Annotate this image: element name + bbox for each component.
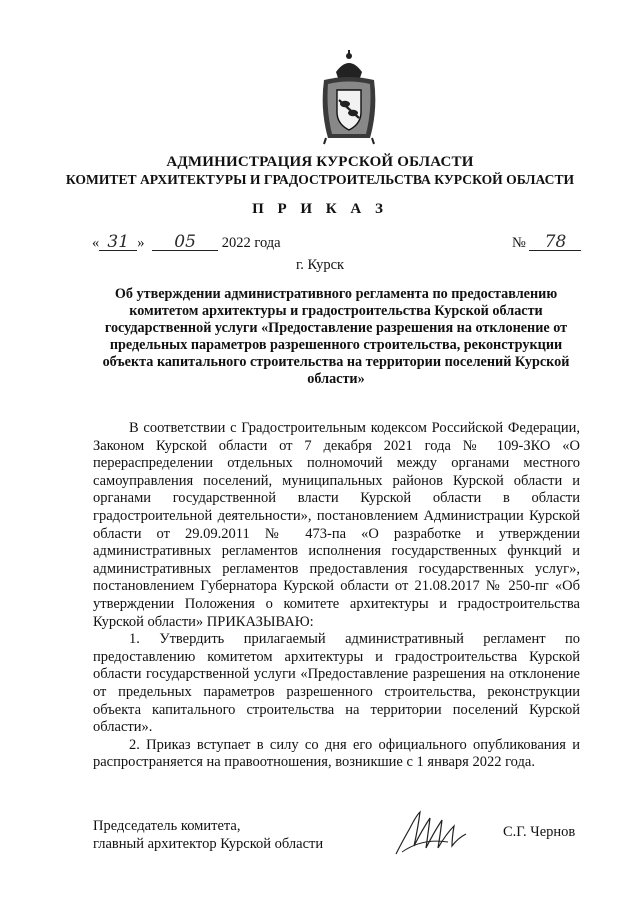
date-day: 31 <box>99 234 137 251</box>
committee-title: КОМИТЕТ АРХИТЕКТУРЫ И ГРАДОСТРОИТЕЛЬСТВА КУРСКОЙ ОБЛАСТИ <box>65 172 575 187</box>
city: г. Курск <box>295 257 345 273</box>
number-prefix: № <box>512 235 526 251</box>
handwritten-signature <box>392 808 472 860</box>
document-date <box>92 234 281 252</box>
open-quote: « <box>92 235 100 251</box>
preamble-paragraph: В соответствии с Градостроительным кодексом Российской Федерации, Законом Курской области от 7 декабря 2021 года № 109-ЗКО «О перераспределении отдельных полномочий между органами местного самоуправления поселений, муниципальных районов Курской области и органами государственной власти Курской области в области градостроительной деятельности», постановлением Администрации Курской области от 29.09.2011 № 473-па «О разработке и утверждении административных регламентов исполнения государственных функций и административных регламентов предоставления государственных услуг», постановлением Губернатора Курской области от 21.08.2017 № 250-пг «Об утверждении Положения о комитете архитектуры и градостроительства Курской области» ПРИКАЗЫВАЮ: <box>93 420 580 630</box>
signatory-position <box>93 817 323 853</box>
date-year: 2022 года <box>221 235 281 251</box>
document-title: Об утверждении административного регламента по предоставлению комитетом архитектуры и градостроительства Курской области государственной услуги «Предоставление разрешения на отклонение от предельных параметров разрешенного строительства, реконструкции объекта капитального строительства на территории поселений Курской области» <box>102 286 570 387</box>
order-item-1: 1. Утвердить прилагаемый административный регламент по предоставлению комитетом архитектуры и градостроительства Курской области государственной услуги «Предоставление разрешения на отклонение от предельных параметров разрешенного строительства, реконструкции объекта капитального строительства на территории поселений Курской области». <box>93 631 580 736</box>
document-type-heading: П Р И К А З <box>252 201 388 217</box>
signatory-name: С.Г. Чернов <box>503 824 576 840</box>
document-number <box>512 234 581 252</box>
order-item-2: 2. Приказ вступает в силу со дня его официального опубликования и распространяется на правоотношения, возникшие с 1 января 2022 года. <box>93 736 580 771</box>
number-value: 78 <box>529 234 581 251</box>
date-month: 05 <box>152 234 218 251</box>
position-line-1: Председатель комитета, <box>93 818 241 834</box>
document-body <box>93 420 580 772</box>
position-line-2: главный архитектор Курской области <box>93 836 324 852</box>
coat-of-arms-icon <box>318 50 380 146</box>
close-quote: » <box>137 235 145 251</box>
organization-title: АДМИНИСТРАЦИЯ КУРСКОЙ ОБЛАСТИ <box>166 154 474 170</box>
